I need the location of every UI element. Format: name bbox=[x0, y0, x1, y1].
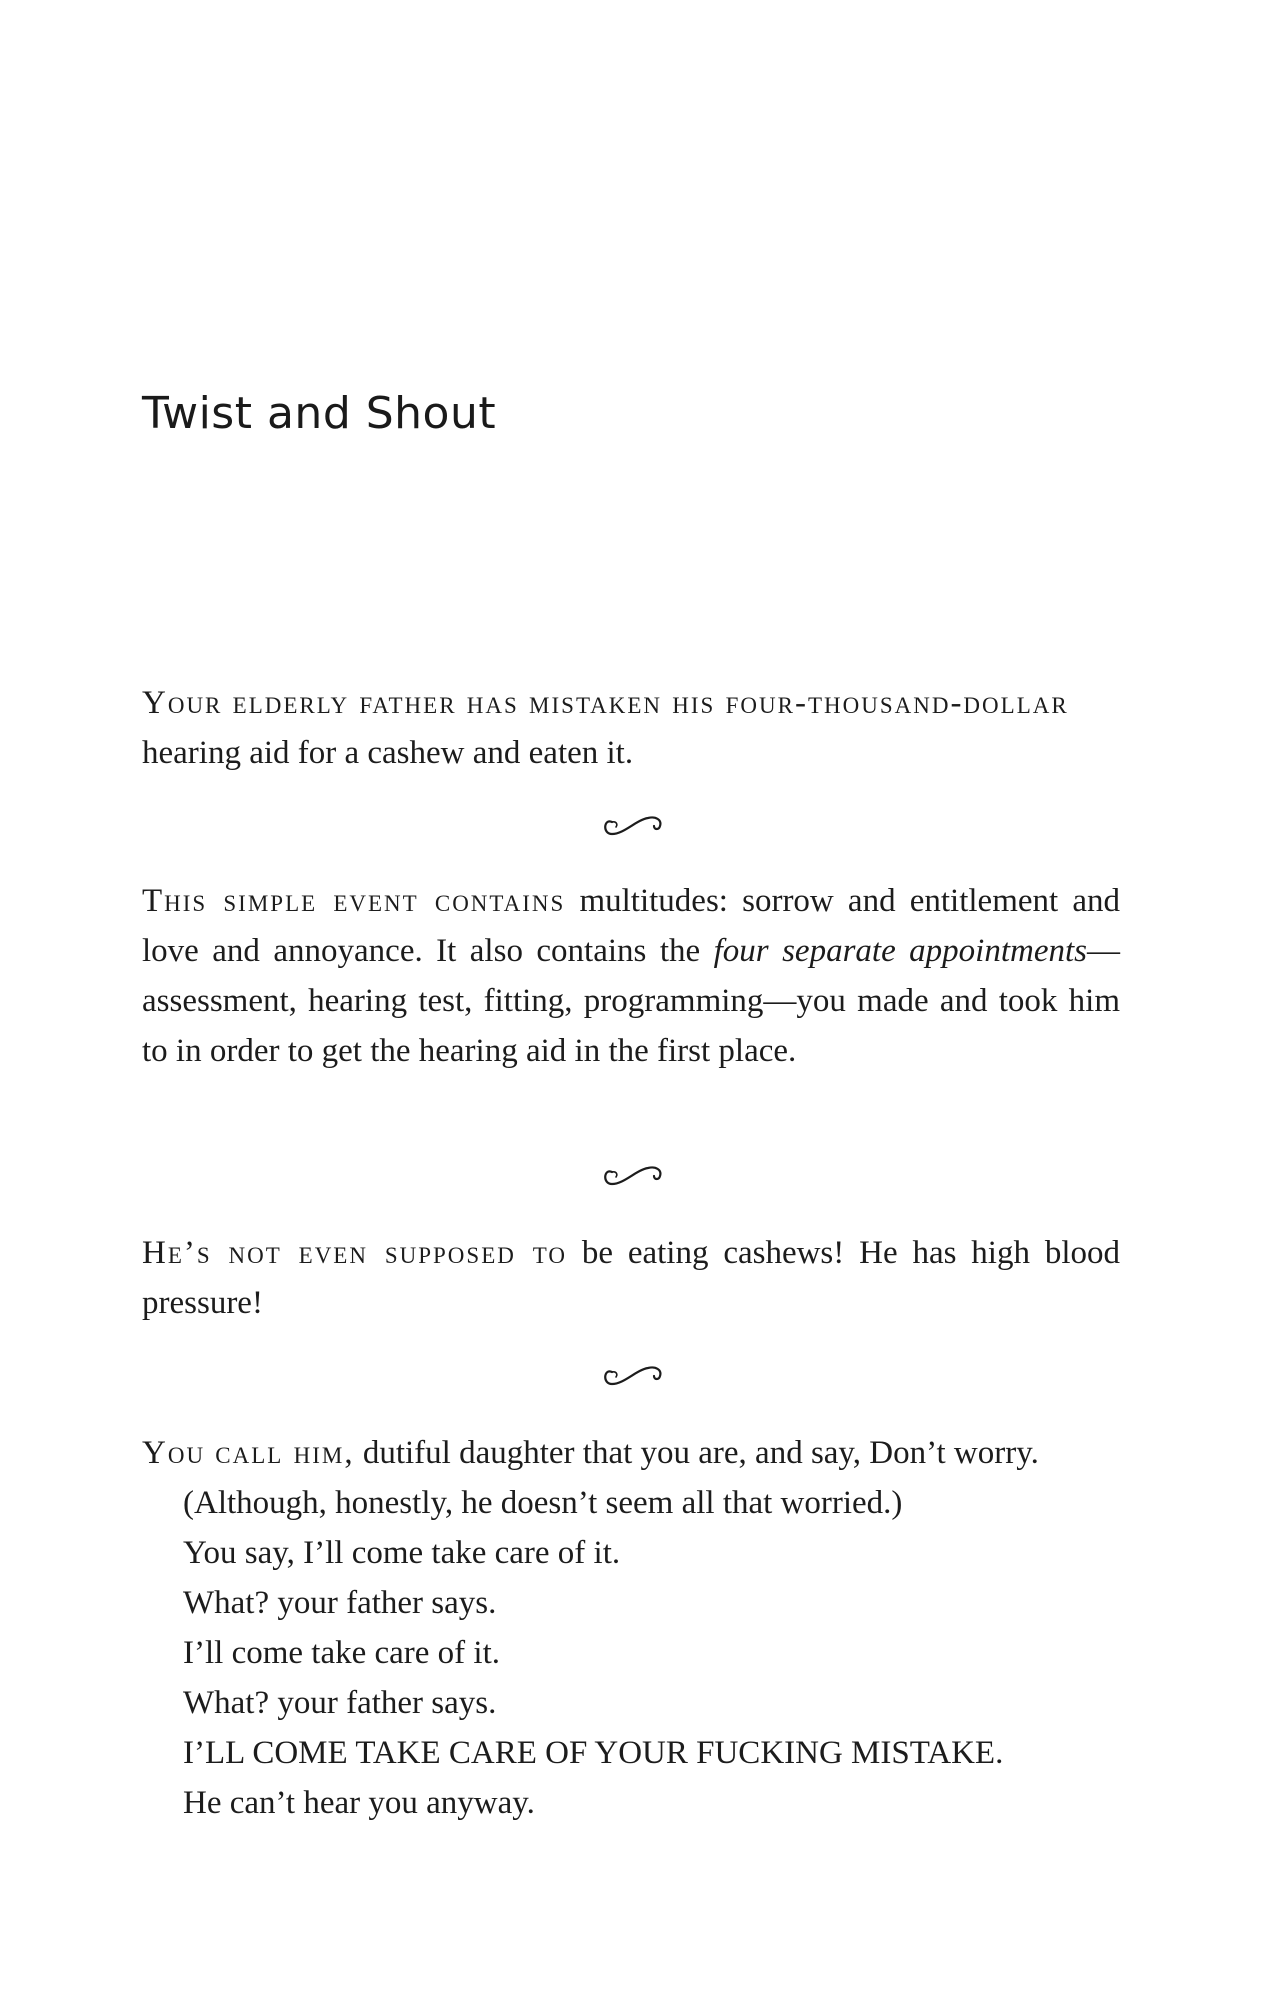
dialogue-line: (Although, honestly, he doesn’t seem all that worried.) bbox=[183, 1485, 903, 1521]
small-caps-lead: He’s not even supposed to bbox=[142, 1235, 567, 1271]
dialogue-line: What? your father says. bbox=[183, 1685, 497, 1721]
flourish-icon bbox=[598, 808, 670, 844]
chapter-title: Twist and Shout bbox=[142, 388, 497, 439]
dialogue-line: He can’t hear you anyway. bbox=[183, 1785, 535, 1821]
paragraph-text: be eating cashews! He has high blood pressure! bbox=[142, 1235, 1120, 1321]
section-break bbox=[0, 1358, 1267, 1398]
paragraph-text: —assessment, hearing test, fitting, programming—you made and took him to in order to get the hearing aid in the first place. bbox=[142, 933, 1121, 1069]
small-caps-lead: This simple event contains bbox=[142, 883, 566, 919]
small-caps-lead: Your elderly father has mistaken his four-thousand-dollar bbox=[142, 685, 1069, 721]
paragraph-3 bbox=[142, 1228, 1120, 1328]
dialogue-line: You say, I’ll come take care of it. bbox=[183, 1535, 621, 1571]
small-caps-lead: You call him, bbox=[142, 1435, 355, 1471]
flourish-icon bbox=[598, 1158, 670, 1194]
paragraph-text: multitudes: sorrow and entitlement and love and annoyance. It also contains the bbox=[142, 883, 1120, 969]
section-break bbox=[0, 808, 1267, 848]
paragraph-1 bbox=[142, 678, 1120, 778]
dialogue-line: What? your father says. bbox=[183, 1585, 497, 1621]
dialogue-line: I’ll come take care of it. bbox=[183, 1635, 500, 1671]
flourish-icon bbox=[598, 1358, 670, 1394]
paragraph-2 bbox=[142, 876, 1120, 1076]
paragraph-4 bbox=[142, 1428, 1120, 1828]
dialogue-line: I’LL COME TAKE CARE OF YOUR FUCKING MISTAKE. bbox=[183, 1735, 1004, 1771]
italic-phrase: four separate appointments bbox=[713, 933, 1088, 969]
paragraph-text: hearing aid for a cashew and eaten it. bbox=[142, 735, 634, 771]
section-break bbox=[0, 1158, 1267, 1198]
paragraph-text: dutiful daughter that you are, and say, Don’t worry. bbox=[354, 1435, 1039, 1471]
